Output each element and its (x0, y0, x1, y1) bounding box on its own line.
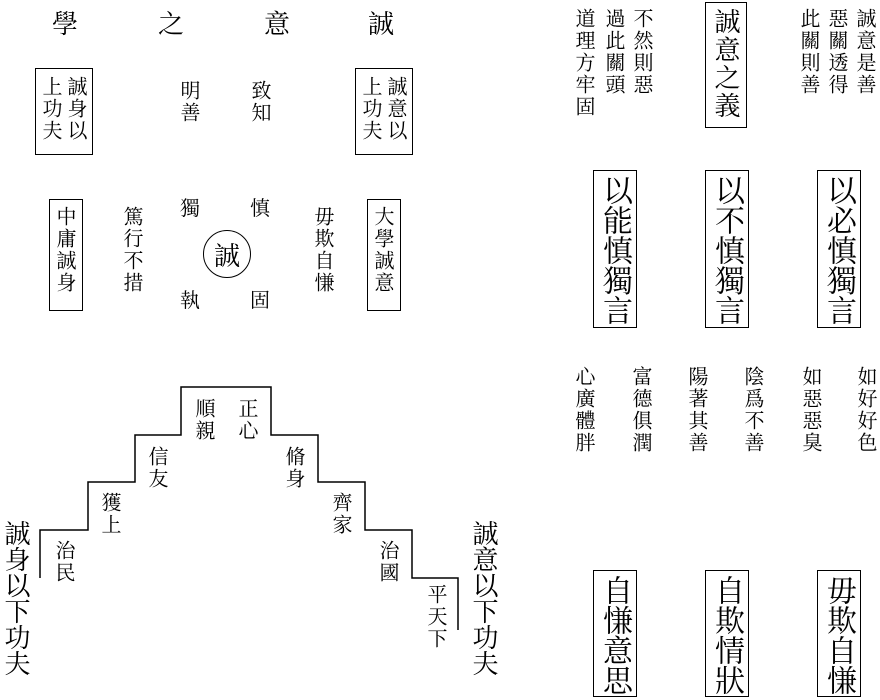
yi-bi-shendu-yan: 以必慎獨言 (821, 175, 856, 325)
yi-neng-shendu-yan: 以能慎獨言 (597, 175, 632, 325)
text-daoli-fang-laogu: 道理方牢固 (572, 8, 596, 118)
title-char-1: 學 (52, 10, 81, 40)
chengyi-above-col1: 誠意以 (384, 76, 408, 142)
text-chengyi-shi-shan: 誠意是善 (853, 8, 877, 96)
wuqi-ziqian-bottom: 毋欺自慊 (821, 575, 856, 695)
char-shen: 慎 (250, 196, 272, 220)
stair-shunqin: 順親 (192, 398, 216, 442)
quote-yang-zhu-qishan: 陽著其善 (685, 366, 709, 454)
duxing-bucuo: 篤行不措 (120, 206, 144, 294)
stair-huoshang: 獲上 (98, 492, 122, 536)
ziqian-yisi: 自慊意思 (597, 575, 632, 695)
char-du: 獨 (180, 196, 202, 220)
yi-bu-shendu-yan: 以不慎獨言 (709, 175, 744, 325)
title-char-3: 意 (264, 10, 293, 40)
stair-qijia: 齊家 (329, 492, 353, 536)
chengyi-zhi-yi: 誠意之義 (710, 8, 740, 120)
text-e-guan-toude: 惡關透得 (825, 8, 849, 96)
quote-ru-e-echou: 如惡惡臭 (799, 366, 823, 454)
quote-fu-de-ju-run: 富德俱潤 (629, 366, 653, 454)
stair-zhengxin: 正心 (235, 398, 259, 442)
center-cheng-circle: 誠 (203, 230, 251, 278)
char-zhi: 執 (180, 288, 202, 312)
text-guo-ci-guantou: 過此關頭 (602, 8, 626, 96)
chengshen-above-col2: 上功夫 (39, 76, 63, 142)
stair-pingtianxia: 平天下 (424, 584, 448, 650)
stair-xinyou: 信友 (145, 446, 169, 490)
text-ci-guan-ze-shan: 此關則善 (797, 8, 821, 96)
title-char-4: 誠 (368, 10, 397, 40)
stair-zhiguo: 治國 (376, 540, 400, 584)
title-char-2: 之 (158, 10, 187, 40)
daxue-chengyi: 大學誠意 (371, 206, 395, 294)
quote-yin-wei-bushan: 陰爲不善 (741, 366, 765, 454)
chengshen-above-col1: 誠身以 (64, 76, 88, 142)
zhi-zhi: 致知 (248, 80, 272, 124)
stair-xiushen: 脩身 (282, 446, 306, 490)
ming-shan: 明善 (177, 80, 201, 124)
wuqi-ziqian: 毋欺自慊 (311, 206, 335, 294)
text-buran-ze-e: 不然則惡 (630, 8, 654, 96)
zhongyong-chengshen: 中庸誠身 (53, 206, 77, 294)
char-gu: 固 (250, 288, 272, 312)
quote-ru-hao-haose: 如好好色 (854, 366, 878, 454)
quote-xin-guang-ti-pan: 心廣體胖 (572, 366, 596, 454)
chengshen-below-label: 誠身以下功夫 (0, 520, 30, 676)
stair-zhimin: 治民 (52, 540, 76, 584)
chengyi-above-col2: 上功夫 (359, 76, 383, 142)
ziqi-qingzhuang: 自欺情狀 (709, 575, 744, 695)
chengyi-below-label: 誠意以下功夫 (468, 520, 498, 676)
